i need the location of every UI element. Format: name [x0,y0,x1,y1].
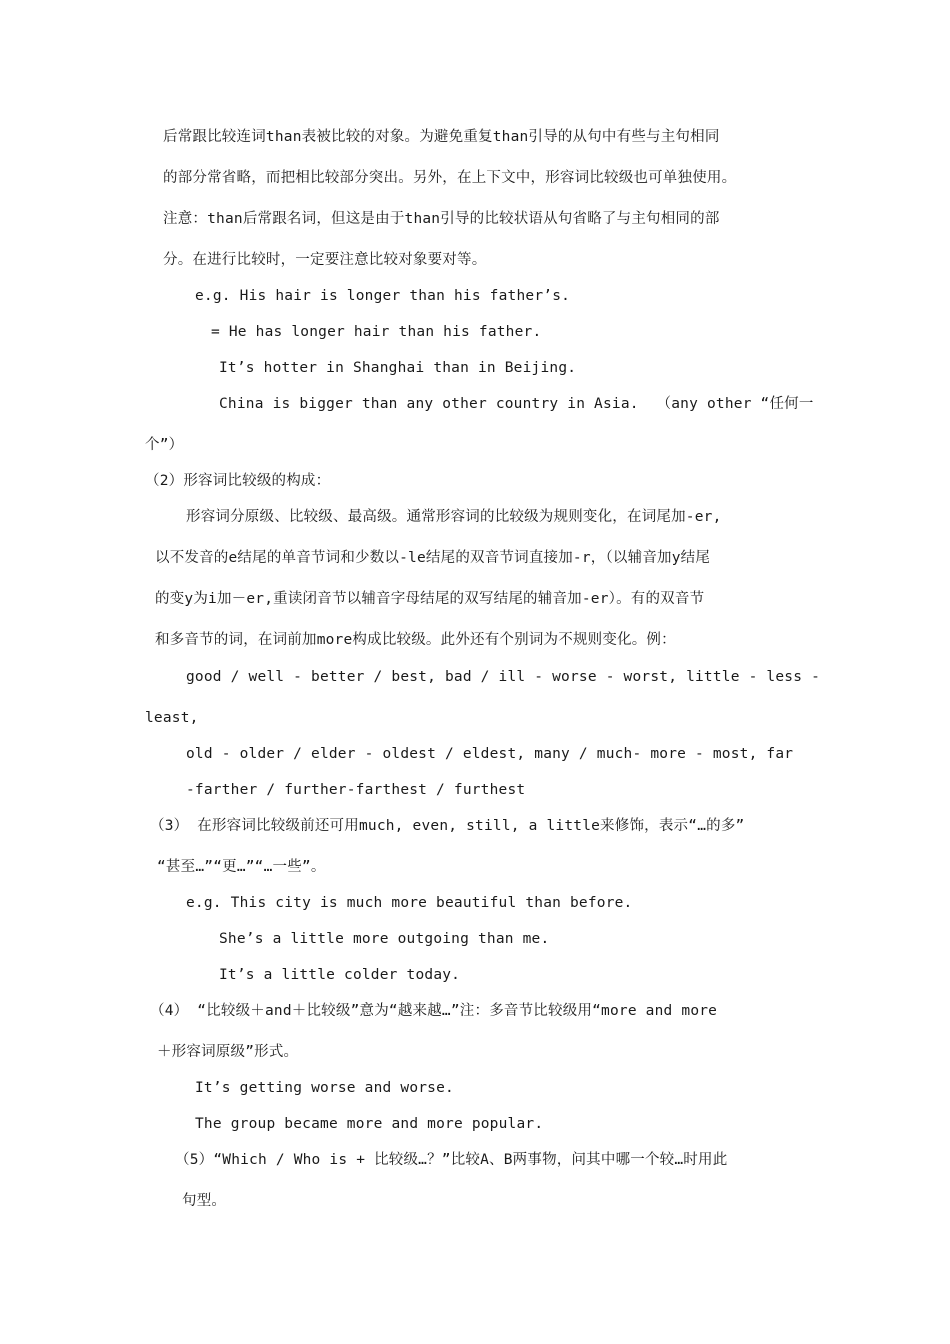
text-line: “甚至…”“更…”“…一些”。 [157,859,326,875]
text-line: China is bigger than any other country in Asia. （any other “任何一 [219,396,814,412]
text-line: The group became more and more popular. [195,1116,544,1132]
text-line: It’s a little colder today. [219,967,461,983]
text-line: （5）“Which / Who is + 比较级…？”比较A、B两事物，问其中哪一个较…时用此 [175,1152,728,1168]
text-line: = He has longer hair than his father. [211,324,542,340]
text-line: （3） 在形容词比较级前还可用much, even, still, a little来修饰，表示“…的多” [150,818,745,834]
text-line: 注意：than后常跟名词，但这是由于than引导的比较状语从句省略了与主句相同的部 [163,211,720,227]
text-line: old - older / elder - oldest / eldest, many / much- more - most, far [186,746,794,762]
text-line: ＋形容词原级”形式。 [157,1044,299,1060]
text-line: It’s getting worse and worse. [195,1080,454,1096]
text-line: She’s a little more outgoing than me. [219,931,550,947]
text-line: 的部分常省略，而把相比较部分突出。另外，在上下文中，形容词比较级也可单独使用。 [163,170,737,186]
text-line: 的变y为i加－er,重读闭音节以辅音字母结尾的双写结尾的辅音加-er）。有的双音节 [155,591,705,607]
text-line: least, [145,710,199,726]
section-heading: （2）形容词比较级的构成： [145,473,331,489]
text-line: -farther / further-farthest / furthest [186,782,526,798]
text-line: 分。在进行比较时，一定要注意比较对象要对等。 [163,252,487,268]
text-line: e.g. This city is much more beautiful than before. [186,895,633,911]
text-line: 形容词分原级、比较级、最高级。通常形容词的比较级为规则变化，在词尾加-er, [186,509,722,525]
text-line: 句型。 [182,1193,227,1209]
text-line: good / well - better / best, bad / ill - worse - worst, little - less - [186,669,821,685]
text-line: It’s hotter in Shanghai than in Beijing. [219,360,577,376]
text-line: 后常跟比较连词than表被比较的对象。为避免重复than引导的从句中有些与主句相同 [163,129,720,145]
text-line: 个”） [145,437,184,453]
text-line: 以不发音的e结尾的单音节词和少数以-le结尾的双音节词直接加-r，（以辅音加y结尾 [155,550,711,566]
text-line: （4） “比较级＋and＋比较级”意为“越来越…”注：多音节比较级用“more and more [150,1003,718,1019]
text-line: e.g. His hair is longer than his father’s. [195,288,571,304]
text-line: 和多音节的词，在词前加more构成比较级。此外还有个别词为不规则变化。例： [155,632,676,648]
